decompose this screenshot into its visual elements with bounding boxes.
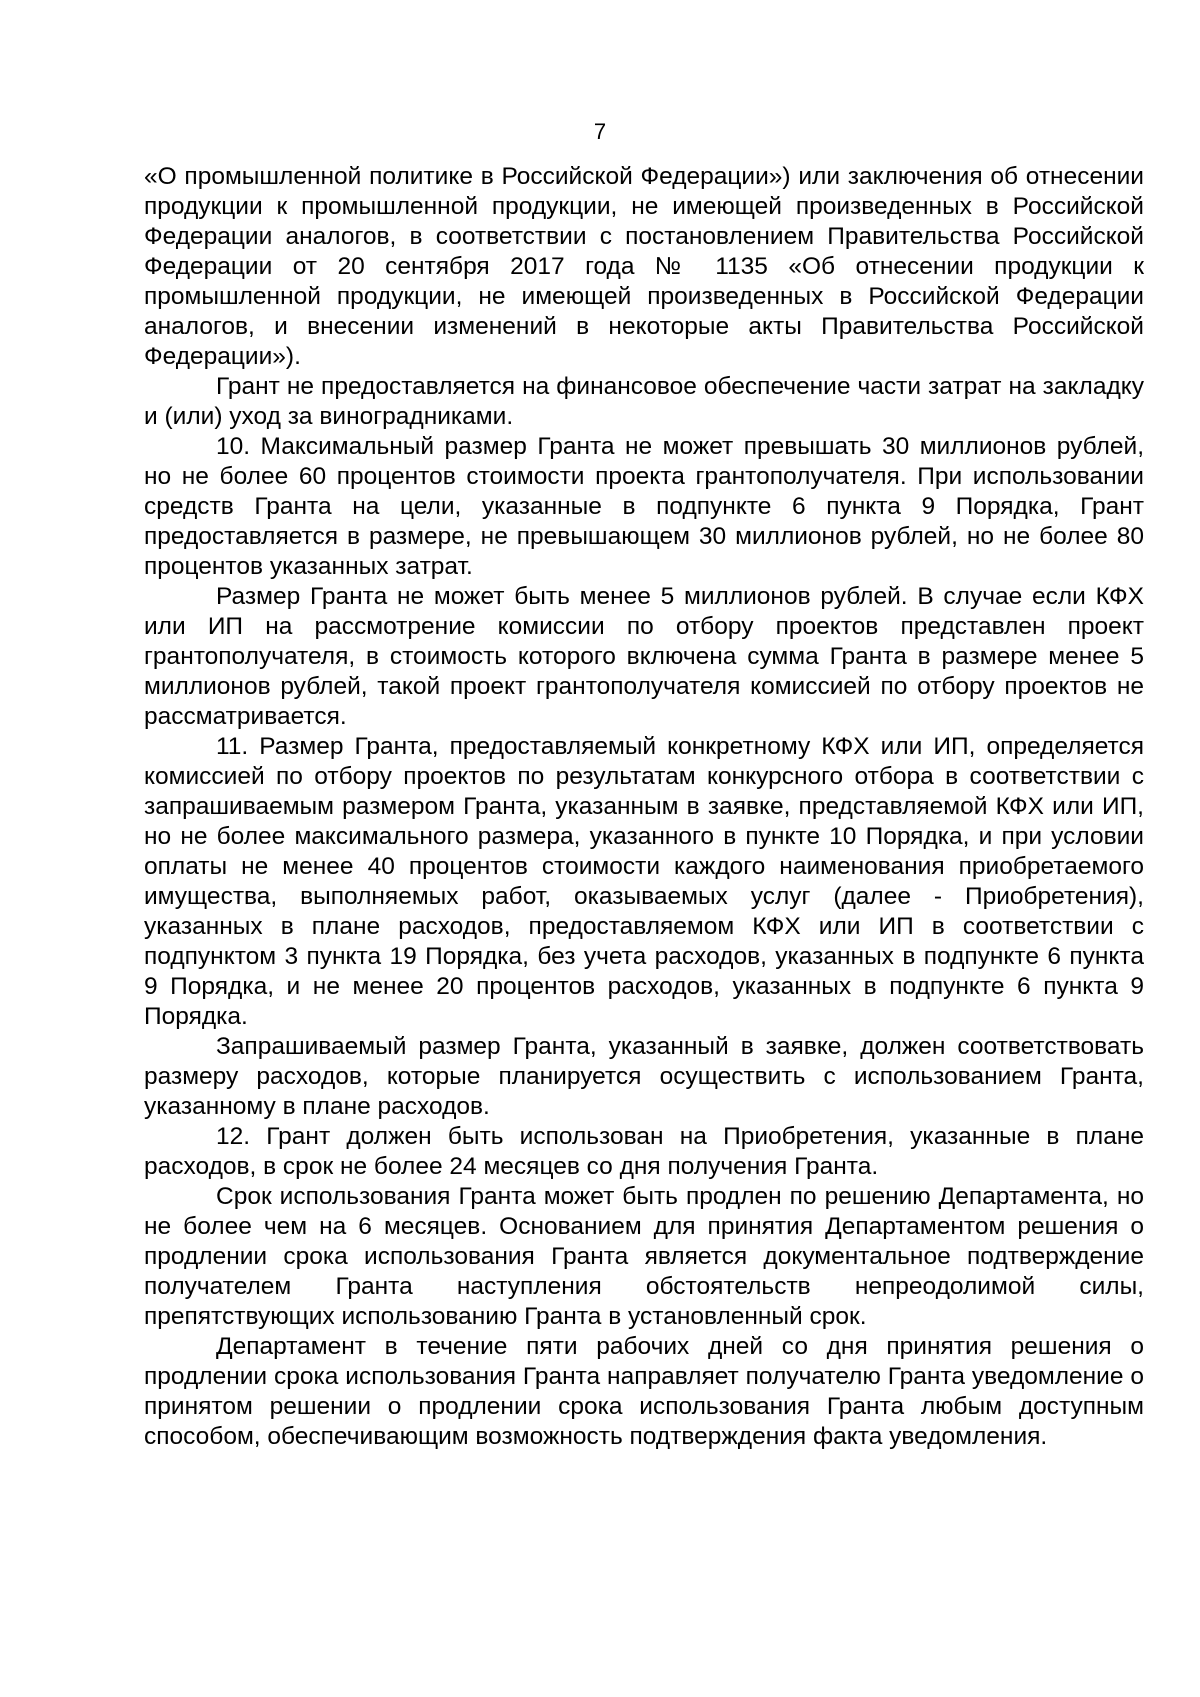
paragraph-clause-11: 11. Размер Гранта, предоставляемый конкретному КФХ или ИП, определяется комиссией по отбору проектов по результатам конкурсного отбора в соответствии с запрашиваемым размером Гранта, указанным в заявке, представляемой КФХ или ИП, но не более максимального размера, указанного в пункте 10 Порядка, и при условии оплаты не менее 40 процентов стоимости каждого наименования приобретаемого имущества, выполняемых работ, оказываемых услуг (далее - Приобретения), указанных в плане расходов, предоставляемом КФХ или ИП в соответствии с подпунктом 3 пункта 19 Порядка, без учета расходов, указанных в подпункте 6 пункта 9 Порядка, и не менее 20 процентов расходов, указанных в подпункте 6 пункта 9 Порядка. (144, 733, 1144, 1030)
page-number: 7 (593, 119, 607, 144)
paragraph-vineyards-exclusion: Грант не предоставляется на финансовое обеспечение части затрат на закладку и (или) уход за виноградниками. (144, 373, 1144, 430)
paragraph-minimum-grant: Размер Гранта не может быть менее 5 миллионов рублей. В случае если КФХ или ИП на рассмотрение комиссии по отбору проектов представлен проект грантополучателя, в стоимость которого включена сумма Гранта в размере менее 5 миллионов рублей, такой проект грантополучателя комиссией по отбору проектов не рассматривается. (144, 583, 1144, 730)
paragraph-continuation: «О промышленной политике в Российской Федерации») или заключения об отнесении продукции к промышленной продукции, не имеющей произведенных в Российской Федерации аналогов, в соответствии с постановлением Правительства Российской Федерации от 20 сентября 2017 года № 1135 «Об отнесении продукции к промышленной продукции, не имеющей произведенных в Российской Федерации аналогов, и внесении изменений в некоторые акты Правительства Российской Федерации»). (144, 163, 1144, 370)
paragraph-requested-amount: Запрашиваемый размер Гранта, указанный в заявке, должен соответствовать размеру расходов, которые планируется осуществить с использованием Гранта, указанному в плане расходов. (144, 1033, 1144, 1120)
paragraph-term-extension: Срок использования Гранта может быть продлен по решению Департамента, но не более чем на 6 месяцев. Основанием для принятия Департаментом решения о продлении срока использования Гранта является документальное подтверждение получателем Гранта наступления обстоятельств непреодолимой силы, препятствующих использованию Гранта в установленный срок. (144, 1183, 1144, 1330)
document-body (144, 162, 1144, 1452)
paragraph-notification: Департамент в течение пяти рабочих дней со дня принятия решения о продлении срока использования Гранта направляет получателю Гранта уведомление о принятом решении о продлении срока использования Гранта любым доступным способом, обеспечивающим возможность подтверждения факта уведомления. (144, 1333, 1144, 1450)
paragraph-clause-12: 12. Грант должен быть использован на Приобретения, указанные в плане расходов, в срок не более 24 месяцев со дня получения Гранта. (144, 1123, 1144, 1180)
paragraph-clause-10: 10. Максимальный размер Гранта не может превышать 30 миллионов рублей, но не более 60 процентов стоимости проекта грантополучателя. При использовании средств Гранта на цели, указанные в подпункте 6 пункта 9 Порядка, Грант предоставляется в размере, не превышающем 30 миллионов рублей, но не более 80 процентов указанных затрат. (144, 433, 1144, 580)
